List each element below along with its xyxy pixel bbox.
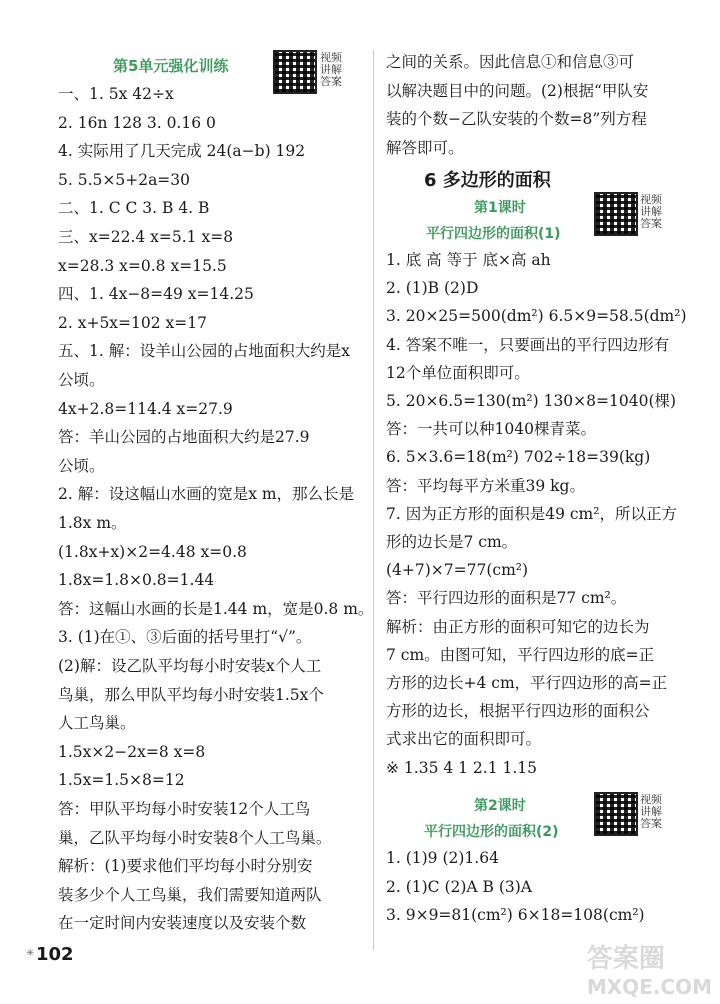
qr-code-icon-2[interactable] bbox=[594, 192, 638, 236]
watermark bbox=[587, 945, 712, 1001]
answer-line: 以解决题目中的问题。(2)根据“甲队安 bbox=[386, 81, 649, 100]
answer-line: 1. 底 高 等于 底×高 ah bbox=[386, 251, 551, 269]
answer-line: 装的个数−乙队安装的个数=8”列方程 bbox=[386, 110, 647, 129]
qr-label-3: 视频讲解 答案 bbox=[640, 793, 662, 830]
answer-line: ※ 1.35 4 1 2.1 1.15 bbox=[386, 758, 538, 777]
chapter-title: 6 多边形的面积 bbox=[424, 170, 551, 191]
answer-line: 答：一共可以种1040棵青菜。 bbox=[386, 420, 596, 439]
answer-line: 1.5x×2−2x=8 x=8 bbox=[58, 742, 206, 761]
answer-line: 答：羊山公园的占地面积大约是27.9 bbox=[58, 428, 310, 447]
answer-line: 公顷。 bbox=[58, 456, 105, 475]
answer-line: 2. (1)C (2)A B (3)A bbox=[386, 877, 533, 896]
answer-line: 1.8x m。 bbox=[58, 514, 127, 532]
answer-line: 1. (1)9 (2)1.64 bbox=[386, 849, 499, 867]
answer-line: (4+7)×7=77(cm²) bbox=[386, 561, 529, 580]
watermark-top: 答案圈 bbox=[586, 944, 665, 974]
lesson-1-subtitle: 平行四边形的面积(1) bbox=[426, 226, 561, 242]
answer-line: 1.5x=1.5×8=12 bbox=[58, 771, 185, 790]
answer-line: 4. 答案不唯一，只要画出的平行四边形有 bbox=[386, 335, 670, 354]
answer-line: 式求出它的面积即可。 bbox=[386, 730, 542, 749]
answer-line: (1.8x+x)×2=4.48 x=0.8 bbox=[58, 542, 247, 561]
qr-label-2: 视频讲解 答案 bbox=[640, 193, 662, 230]
answer-line: 4. 实际用了几天完成 24(a−b) 192 bbox=[58, 142, 306, 161]
lesson-1-title: 第1课时 bbox=[474, 200, 526, 216]
answer-line: 解答即可。 bbox=[386, 138, 464, 157]
answer-line: 解析：由正方形的面积可知它的边长为 bbox=[386, 617, 650, 636]
answer-line: 形的边长是7 cm。 bbox=[386, 533, 518, 551]
watermark-bottom: MXQE.COM bbox=[586, 975, 712, 999]
star-icon: ✳ bbox=[26, 948, 35, 959]
answer-line: 在一定时间内安装速度以及安装个数 bbox=[58, 914, 307, 933]
answer-line: 6. 5×3.6=18(m²) 702÷18=39(kg) bbox=[386, 448, 651, 467]
answer-line: 3. (1)在①、③后面的括号里打“√”。 bbox=[58, 628, 312, 647]
section-title: 第5单元强化训练 bbox=[113, 57, 229, 75]
answer-line: 公顷。 bbox=[58, 371, 105, 389]
answer-line: 3. 20×25=500(dm²) 6.5×9=58.5(dm²) bbox=[386, 307, 687, 326]
answer-line: 2. 16n 128 3. 0.16 0 bbox=[58, 113, 216, 132]
answer-line: 1.8x=1.8×0.8=1.44 bbox=[58, 571, 215, 590]
answer-line: 5. 20×6.5=130(m²) 130×8=1040(棵) bbox=[386, 392, 677, 410]
answer-line: 4x+2.8=114.4 x=27.9 bbox=[58, 399, 233, 418]
answer-line: 3. 9×9=81(cm²) 6×18=108(cm²) bbox=[386, 906, 645, 925]
answer-line: 12个单位面积即可。 bbox=[386, 363, 530, 382]
lesson-2-subtitle: 平行四边形的面积(2) bbox=[424, 824, 559, 840]
answer-line: 五、1. 解：设羊山公园的占地面积大约是x bbox=[58, 342, 350, 361]
lesson-2-title: 第2课时 bbox=[474, 798, 526, 814]
answer-line: x=28.3 x=0.8 x=15.5 bbox=[58, 256, 227, 275]
answer-line: 答：平行四边形的面积是77 cm²。 bbox=[386, 589, 627, 608]
answer-line: 5. 5.5×5+2a=30 bbox=[58, 170, 191, 189]
answer-line: 四、1. 4x−8=49 x=14.25 bbox=[58, 285, 254, 304]
answer-line: 答：平均每平方米重39 kg。 bbox=[386, 476, 585, 495]
answer-line: 7 cm。由图可知，平行四边形的底=正 bbox=[386, 645, 655, 664]
answer-line: 2. x+5x=102 x=17 bbox=[58, 313, 207, 332]
answer-line: 三、x=22.4 x=5.1 x=8 bbox=[58, 228, 234, 246]
answer-line: 解析：(1)要求他们平均每小时分别安 bbox=[58, 857, 313, 876]
answer-line: 方形的边长，根据平行四边形的面积公 bbox=[386, 702, 650, 721]
answer-line: 一、1. 5x 42÷x bbox=[58, 85, 174, 103]
answer-line: 方形的边长+4 cm，平行四边形的高=正 bbox=[386, 674, 668, 692]
page-number: 102 bbox=[36, 944, 74, 965]
answer-line: 鸟巢，那么甲队平均每小时安装1.5x个 bbox=[58, 685, 324, 704]
answer-line: 人工鸟巢。 bbox=[58, 714, 136, 733]
qr-label: 视频讲解 答案 bbox=[320, 51, 342, 88]
answer-line: 巢，乙队平均每小时安装8个人工鸟巢。 bbox=[58, 828, 332, 847]
answer-line: 装多少个人工鸟巢，我们需要知道两队 bbox=[58, 885, 322, 904]
answer-line: 之间的关系。因此信息①和信息③可 bbox=[386, 53, 635, 71]
answer-line: 2. 解：设这幅山水画的宽是x m，那么长是 bbox=[58, 485, 355, 504]
qr-code-icon-3[interactable] bbox=[594, 792, 638, 836]
answer-line: (2)解：设乙队平均每小时安装x个人工 bbox=[58, 657, 322, 675]
answer-line: 答：这幅山水画的长是1.44 m，宽是0.8 m。 bbox=[58, 599, 374, 618]
answer-line: 2. (1)B (2)D bbox=[386, 279, 479, 298]
answer-line: 二、1. C C 3. B 4. B bbox=[58, 199, 210, 218]
column-divider bbox=[373, 50, 374, 950]
answer-line: 答：甲队平均每小时安装12个人工鸟 bbox=[58, 800, 311, 818]
answer-line: 7. 因为正方形的面积是49 cm²，所以正方 bbox=[386, 504, 677, 523]
qr-code-icon[interactable] bbox=[273, 50, 317, 94]
